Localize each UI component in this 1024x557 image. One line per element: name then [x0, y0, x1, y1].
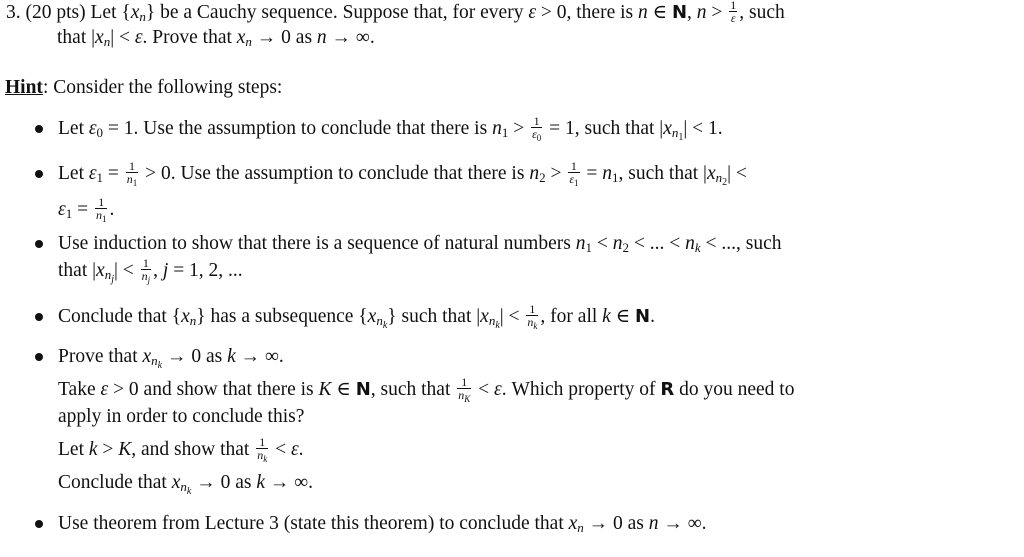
bullet-2	[35, 170, 43, 178]
step-5-line-3: apply in order to conclude this?	[58, 406, 305, 427]
bullet-3	[35, 240, 43, 248]
bullet-5	[35, 353, 43, 361]
problem-statement-line-2: that $|x_n| < \varepsilon$. Prove that $x_n \to 0$ as n → ∞.	[57, 27, 375, 49]
step-1-line-1: Let $\varepsilon_0 = 1$. Use the assumption to conclude that there is $n_1$ > $\frac{1}{\varepsilon_0}$ = 1, such that $|x_{n_1}| < 1$.	[58, 114, 723, 144]
step-2-line-1: Let $\varepsilon_1$ = $\frac{1}{n_1}$ > 0. Use the assumption to conclude that there is $n_2$ > $\frac{1}{\varepsilon_1}$ = $n_1$, such that $|x_{n_2}|$ <	[58, 159, 747, 189]
hint-label: Hint	[5, 77, 43, 98]
problem-statement-line-1: 3. (20 pts) Let $\{x_n\}$ be a Cauchy sequence. Suppose that, for every ε > 0, there is n ∈ N, n > $\frac{1}{\varepsilon}$ , such	[6, 0, 785, 26]
bullet-4	[35, 313, 43, 321]
step-5-line-2: Take ε > 0 and show that there is K ∈ N, such that $\frac{1}{n_K}$ < ε. Which property of R do you need to	[58, 375, 795, 405]
step-2-line-2: $\varepsilon_1$ = $\frac{1}{n_1}$ .	[58, 195, 115, 225]
step-5-line-1: Prove that $x_{n_k} \to 0$ as k → ∞.	[58, 346, 284, 371]
step-6-line-1: Use theorem from Lecture 3 (state this theorem) to conclude that $x_n \to 0$ as n → ∞.	[58, 513, 707, 535]
problem-points: (20 pts)	[25, 2, 86, 23]
bullet-1	[35, 125, 43, 133]
hint-intro: Consider the following steps:	[53, 77, 283, 98]
step-3-line-1: Use induction to show that there is a sequence of natural numbers $n_1 < n_2$ < ... < $n_k$ < ..., such	[58, 233, 782, 255]
step-5-line-5: Conclude that $x_{n_k} \to 0$ as k → ∞.	[58, 472, 314, 497]
step-3-line-2: that $|x_{n_j}|$ < $\frac{1}{n_j}$ , j = 1, 2, ...	[58, 256, 243, 286]
step-5-line-4: Let k > K, and show that $\frac{1}{n_k}$ < ε.	[58, 435, 304, 465]
fraction: $\frac{1}{\varepsilon}$	[730, 0, 737, 26]
problem-number: 3.	[6, 2, 21, 23]
hint-heading: Hint: Consider the following steps:	[5, 77, 283, 98]
step-4-line-1: Conclude that $\{x_n\}$ has a subsequence $\{x_{n_k}\}$ such that $|x_{n_k}|$ < $\frac{1}{n_k}$ , for all k ∈ N.	[58, 302, 655, 332]
bullet-6	[35, 520, 43, 528]
